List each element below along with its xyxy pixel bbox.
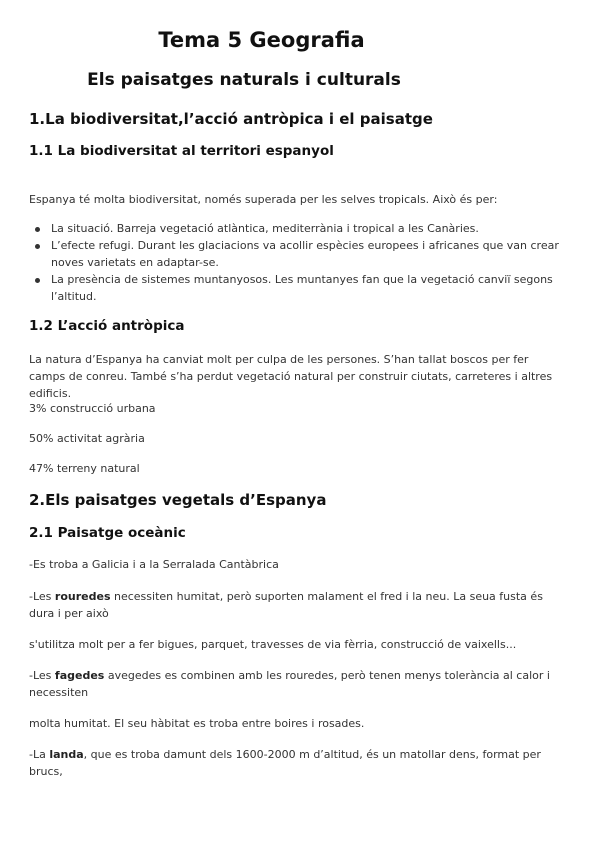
- stat-urban: 3% construcció urbana: [29, 402, 156, 415]
- text-run: avegedes es combinen amb les rouredes, però tenen menys tolerància al calor i necessiten: [29, 669, 550, 699]
- fagedes-habitat: molta humitat. El seu hàbitat es troba entre boires i rosades.: [29, 717, 365, 730]
- section-1-2-heading: 1.2 L’acció antròpica: [29, 318, 185, 334]
- text-run: , que es troba damunt dels 1600-2000 m d’altitud, és un matollar dens, format per brucs,: [29, 748, 541, 778]
- list-item-text: La presència de sistemes muntanyosos. Les muntanyes fan que la vegetació canviï segons l’altitud.: [51, 273, 553, 303]
- stat-natural: 47% terreny natural: [29, 462, 140, 475]
- bullet-icon: [35, 278, 40, 283]
- term-landa: landa: [49, 748, 84, 761]
- section-1-heading: 1.La biodiversitat,l’acció antròpica i el paisatge: [29, 110, 433, 128]
- stat-agrarian: 50% activitat agrària: [29, 432, 145, 445]
- list-item-text: La situació. Barreja vegetació atlàntica, mediterrània i tropical a les Canàries.: [51, 222, 479, 235]
- section-1-1-heading: 1.1 La biodiversitat al territori espanyol: [29, 143, 334, 159]
- list-item: [29, 220, 559, 237]
- rouredes-uses: s'utilitza molt per a fer bigues, parquet, travesses de via fèrria, construcció de vaixells...: [29, 638, 517, 651]
- bullet-icon: [35, 244, 40, 249]
- text-run: -Les: [29, 669, 55, 682]
- section-2-heading: 2.Els paisatges vegetals d’Espanya: [29, 491, 327, 509]
- text-run: necessiten humitat, però suporten malament el fred i la neu. La seua fusta és dura i per això: [29, 590, 543, 620]
- landa-paragraph: [29, 746, 559, 780]
- text-run: -La: [29, 748, 50, 761]
- oceanic-location: -Es troba a Galicia i a la Serralada Cantàbrica: [29, 558, 279, 571]
- anthropic-action-paragraph: La natura d’Espanya ha canviat molt per culpa de les persones. S’han tallat boscos per fer camps de conreu. També s’ha perdut vegetació natural per construir ciutats, carreteres i altres edificis.: [29, 353, 553, 400]
- list-item: [29, 271, 559, 305]
- document-title: Tema 5 Geografia: [158, 28, 365, 52]
- fagedes-paragraph: [29, 667, 559, 701]
- rouredes-paragraph: [29, 588, 559, 622]
- term-rouredes: rouredes: [54, 590, 111, 603]
- bullet-icon: [35, 227, 40, 232]
- list-item-text: L’efecte refugi. Durant les glaciacions va acollir espècies europees i africanes que van crear noves varietats en adaptar-se.: [51, 239, 559, 269]
- section-2-1-heading: 2.1 Paisatge oceànic: [29, 525, 186, 541]
- term-fagedes: fagedes: [54, 669, 105, 682]
- biodiversity-reasons-list: [29, 220, 559, 305]
- text-run: -Les: [29, 590, 55, 603]
- biodiversity-intro: Espanya té molta biodiversitat, només superada per les selves tropicals. Això és per:: [29, 193, 498, 206]
- list-item: [29, 237, 559, 271]
- document-subtitle: Els paisatges naturals i culturals: [87, 70, 401, 90]
